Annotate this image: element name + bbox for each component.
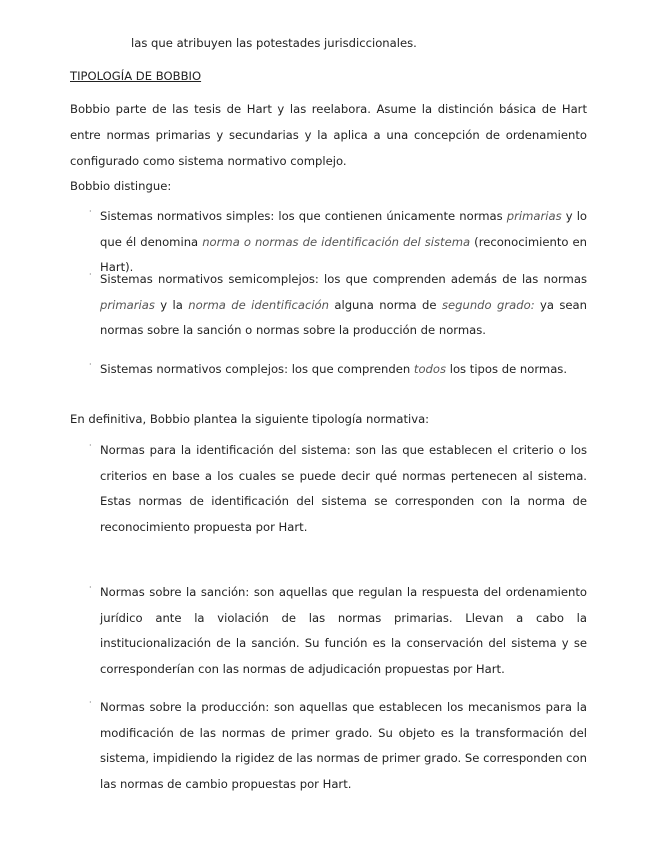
italic-run: norma de identificación <box>188 297 329 312</box>
paragraph-3: En definitiva, Bobbio plantea la siguiente tipología normativa: <box>70 412 430 426</box>
text-run: ya sean normas sobre la sanción o normas sobre la producción de normas. <box>100 297 587 337</box>
italic-run: todos <box>413 362 447 376</box>
italic-run: segundo grado: <box>441 297 535 312</box>
text-run: (reconocimiento en Hart). <box>100 234 587 274</box>
italic-run: primarias <box>100 297 155 312</box>
italic-run: primarias <box>506 209 562 223</box>
paragraph-1: Bobbio parte de las tesis de Hart y las reelabora. Asume la distinción básica de Hart entre normas primarias y secundarias y la aplica a una concepción de ordenamiento configurado como sistema normativo complejo. <box>70 102 587 168</box>
text-run: y lo que él denomina <box>100 209 588 249</box>
paragraph-2: Bobbio distingue: <box>70 179 172 193</box>
text-run: Sistemas normativos semicomplejos: los que comprenden además de las normas <box>100 272 587 286</box>
intro-line: las que atribuyen las potestades jurisdiccionales. <box>131 36 417 50</box>
list-item <box>89 438 587 540</box>
bullet-icon: · <box>89 360 92 369</box>
bullet-icon: · <box>89 207 92 216</box>
list-item <box>89 357 587 383</box>
text-run: Sistemas normativos complejos: los que comprenden <box>100 362 414 376</box>
bullet-icon: · <box>89 698 92 707</box>
bullet-icon: · <box>89 270 92 279</box>
text-run: alguna norma de <box>328 297 442 312</box>
text-run: los tipos de normas. <box>446 362 568 376</box>
text-run: Normas sobre la producción: son aquellas que establecen los mecanismos para la modificación de las normas de primer grado. Su objeto es la transformación del sistema, impidiendo la rigidez de las normas de primer grado. Se corresponden con las normas de cambio propuestas por Hart. <box>100 700 587 791</box>
text-run: Sistemas normativos simples: los que contienen únicamente normas <box>100 209 507 223</box>
list-item <box>89 580 587 682</box>
italic-run: norma o normas de identificación del sistema <box>202 234 471 249</box>
list-item <box>89 695 587 797</box>
list-item <box>89 267 587 344</box>
text-run: Normas para la identificación del sistema: son las que establecen el criterio o los criterios en base a los cuales se puede decir qué normas pertenecen al sistema. Estas normas de identificación del sistema se corresponden con la norma de reconocimiento propuesta por Hart. <box>100 443 587 534</box>
text-run: Normas sobre la sanción: son aquellas que regulan la respuesta del ordenamiento jurídico ante la violación de las normas primarias. Llevan a cabo la institucionalización de la sanción. Su función es la conservación del sistema y se corresponderían con las normas de adjudicación propuestas por Hart. <box>100 585 587 676</box>
bullet-icon: · <box>89 441 92 450</box>
text-run: y la <box>154 297 189 312</box>
bullet-icon: · <box>89 583 92 592</box>
section-heading: TIPOLOGÍA DE BOBBIO <box>70 69 202 83</box>
